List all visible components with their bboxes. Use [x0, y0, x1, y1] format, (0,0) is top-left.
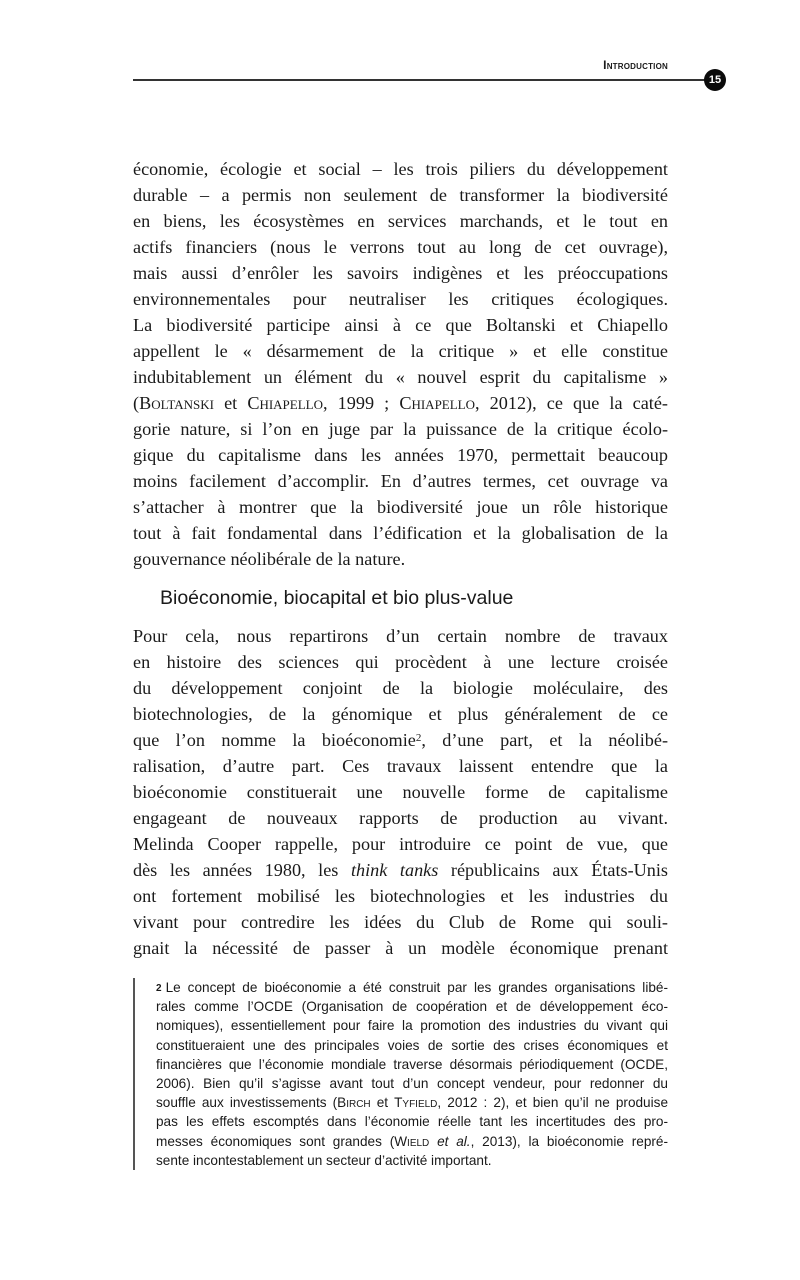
text-line: en histoire des sciences qui procèdent à une lecture croisée: [133, 652, 668, 672]
italic-term: et al.: [429, 1133, 471, 1149]
citation-author: Birch: [337, 1095, 371, 1111]
text: républicains aux États-Unis: [438, 860, 668, 880]
footnote-line: sente incontestablement un secteur d’activité important.: [156, 1152, 492, 1168]
text: , 2013), la bioéconomie repré-: [470, 1133, 668, 1149]
citation-author: Chiapello: [399, 393, 476, 413]
text: et: [370, 1095, 395, 1111]
text-line: ont fortement mobilisé les biotechnologies et les industries du: [133, 886, 668, 906]
running-title: Introduction: [603, 58, 668, 72]
footnote-line: constitueraient une des principales voies de sortie des crises économiques et: [156, 1037, 668, 1053]
footnote-line: nomiques), essentiellement pour faire la promotion des industries du vivant qui: [156, 1018, 668, 1034]
text-line: [133, 857, 668, 883]
text: , d’une part, et la néolibé-: [421, 730, 668, 750]
header-rule: [133, 79, 715, 81]
paragraph-2: [133, 623, 668, 961]
text-line: bioéconomie constituerait une nouvelle forme de capitalisme: [133, 782, 668, 802]
text: et: [213, 393, 248, 413]
text-line: vivant pour contredire les idées du Club de Rome qui souli-: [133, 912, 668, 932]
text: messes économiques sont grandes (: [156, 1133, 395, 1149]
text-line: du développement conjoint de la biologie moléculaire, des: [133, 678, 668, 698]
page-number-badge: 15: [704, 69, 726, 91]
text-line: gorie nature, si l’on en juge par la puissance de la critique écolo-: [133, 419, 668, 439]
footnote-line: [156, 1132, 668, 1151]
text-line: Melinda Cooper rappelle, pour introduire ce point de vue, que: [133, 834, 668, 854]
text: souffle aux investissements (: [156, 1095, 338, 1111]
section-heading: Bioéconomie, biocapital et bio plus-value: [160, 587, 514, 609]
text-line: tout à fait fondamental dans l’édification et la globalisation de la: [133, 523, 668, 543]
text-line: gnait la nécessité de passer à un modèle économique prenant: [133, 938, 668, 958]
citation-author: Wield: [394, 1133, 430, 1149]
text: , 1999 ;: [323, 393, 400, 413]
paragraph-1: [133, 156, 668, 572]
footnote-number: 2: [156, 983, 162, 994]
italic-term: think tanks: [350, 860, 439, 880]
citation-author: Boltanski: [139, 393, 214, 413]
text-line: moins facilement d’accomplir. En d’autres termes, cet ouvrage va: [133, 471, 668, 491]
text: que l’on nomme la bioéconomie: [133, 730, 416, 750]
text: , 2012 : 2), et bien qu’il ne produise: [437, 1095, 668, 1111]
text-line: indubitablement un élément du « nouvel esprit du capitalisme »: [133, 367, 668, 387]
text-line: s’attacher à montrer que la biodiversité joue un rôle historique: [133, 497, 668, 517]
text-line: gique du capitalisme dans les années 1970, permettait beaucoup: [133, 445, 668, 465]
footnote-line: [156, 978, 668, 997]
text-line: Pour cela, nous repartirons d’un certain nombre de travaux: [133, 626, 668, 646]
text-line: engageant de nouveaux rapports de production au vivant.: [133, 808, 668, 828]
text-line: La biodiversité participe ainsi à ce que Boltanski et Chiapello: [133, 315, 668, 335]
text-line: économie, écologie et social – les trois piliers du développement: [133, 159, 668, 179]
text: Le concept de bioéconomie a été construit par les grandes organisations libé-: [165, 980, 668, 995]
citation-line: [133, 390, 668, 416]
footnote-line: financières que l’économie mondiale traverse désormais périodiquement (OCDE,: [156, 1056, 668, 1072]
text-line: mais aussi d’enrôler les savoirs indigènes et les préoccupations: [133, 263, 668, 283]
text-line: ralisation, d’autre part. Ces travaux laissent entendre que la: [133, 756, 668, 776]
text: dès les années 1980, les: [133, 860, 351, 880]
footnote: [133, 978, 668, 1170]
citation-author: Chiapello: [247, 393, 323, 413]
footnote-reference[interactable]: 2: [415, 732, 422, 744]
footnote-line: rales comme l’OCDE (Organisation de coopération et de développement éco-: [156, 999, 668, 1015]
text-line: actifs financiers (nous le verrons tout au long de cet ouvrage),: [133, 237, 668, 257]
text-line: gouvernance néolibérale de la nature.: [133, 549, 406, 569]
text-line: [133, 727, 668, 753]
text-line: appellent le « désarmement de la critique » et elle constitue: [133, 341, 668, 361]
text-line: environnementales pour neutraliser les critiques écologiques.: [133, 289, 668, 309]
text-line: en biens, les écosystèmes en services marchands, et le tout en: [133, 211, 668, 231]
footnote-line: pas les effets escomptés dans l’économie réelle tant les incertitudes des pro-: [156, 1114, 668, 1130]
footnote-line: 2006). Bien qu’il s’agisse avant tout d’un concept vendeur, pour redonner du: [156, 1076, 668, 1092]
text: (: [133, 393, 140, 413]
text-line: durable – a permis non seulement de transformer la biodiversité: [133, 185, 668, 205]
footnote-line: [156, 1093, 668, 1112]
text-line: biotechnologies, de la génomique et plus généralement de ce: [133, 704, 668, 724]
citation-author: Tyfield: [394, 1095, 438, 1111]
text: , 2012), ce que la caté-: [475, 393, 668, 413]
